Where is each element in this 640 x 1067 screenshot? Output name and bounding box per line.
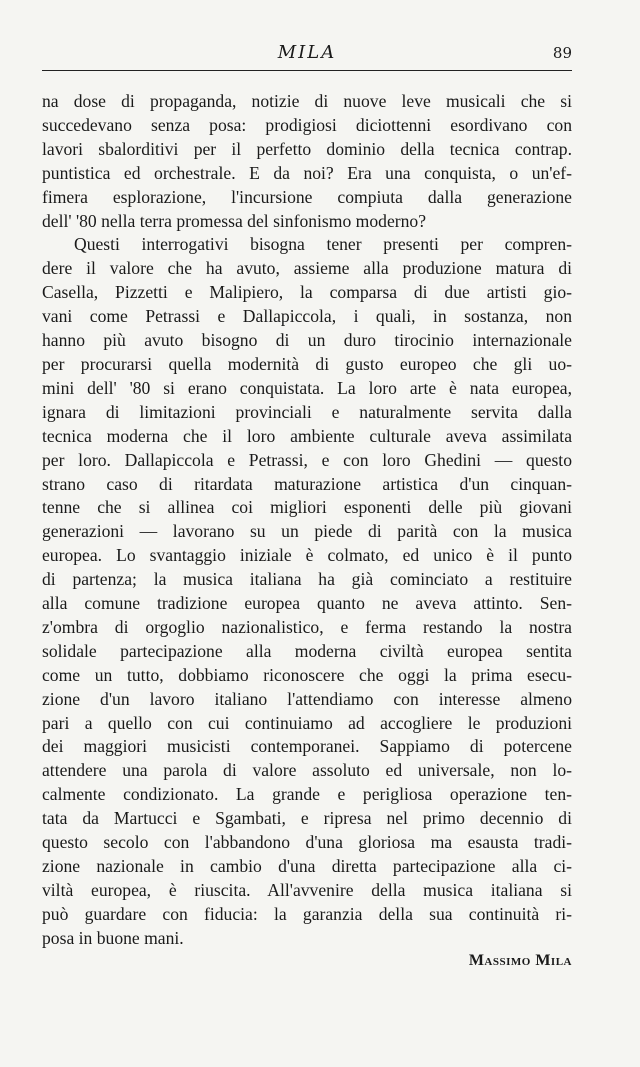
- text-line: strano caso di ritardata maturazione artistica d'un cinquan-: [42, 473, 572, 494]
- text-line: calmente condizionato. La grande e perigliosa operazione ten-: [42, 784, 572, 805]
- text-line: fimera esplorazione, l'incursione compiuta dalla generazione: [42, 186, 572, 207]
- text-line: alla comune tradizione europea quanto ne aveva attinto. Sen-: [42, 593, 572, 614]
- text-line: tecnica moderna che il loro ambiente culturale aveva assimilata: [42, 425, 572, 446]
- text-line: attendere una parola di valore assoluto ed universale, non lo-: [42, 760, 572, 781]
- paragraph-2: [42, 233, 572, 950]
- text-line: hanno più avuto bisogno di un duro tirocinio internazionale: [42, 330, 572, 351]
- text-line: come un tutto, dobbiamo riconoscere che oggi la prima esecu-: [42, 664, 572, 685]
- author-signature: Massimo Mila: [468, 952, 572, 969]
- text-line: vani come Petrassi e Dallapiccola, i quali, in sostanza, non: [42, 306, 572, 327]
- text-line: zione nazionale in cambio d'una diretta partecipazione alla ci-: [42, 856, 572, 876]
- text-line: può guardare con fiducia: la garanzia della sua continuità ri-: [42, 903, 572, 924]
- text-line: z'ombra di orgoglio nazionalistico, e ferma restando la nostra: [42, 616, 572, 637]
- text-line: europea. Lo svantaggio iniziale è colmato, ed unico è il punto: [42, 545, 572, 566]
- text-line: mini dell' '80 si erano conquistata. La loro arte è nata europea,: [42, 377, 572, 398]
- text-line: pari a quello con cui continuiamo ad accogliere le produzioni: [42, 712, 572, 733]
- text-line: succedevano senza posa: prodigiosi diciottenni esordivano con: [42, 114, 572, 135]
- text-line: di partenza; la musica italiana ha già cominciato a restituire: [42, 569, 572, 590]
- text-line: solidale partecipazione alla moderna civiltà europea sentita: [42, 640, 572, 661]
- page-number: 89: [552, 44, 572, 62]
- text-line: lavori sbalorditivi per il perfetto dominio della tecnica contrap.: [42, 138, 572, 159]
- text-line: dei maggiori musicisti contemporanei. Sappiamo di potercene: [42, 736, 572, 757]
- paragraph-1: [42, 90, 572, 233]
- text-line: per loro. Dallapiccola e Petrassi, e con loro Ghedini — questo: [42, 449, 572, 470]
- text-line: ignara di limitazioni provinciali e naturalmente servita dalla: [42, 401, 572, 422]
- text-line: viltà europea, è riuscita. All'avvenire della musica italiana si: [42, 879, 572, 900]
- text-line: per procurarsi quella modernità di gusto europeo che gli uo-: [42, 353, 572, 374]
- page-header: [42, 42, 572, 66]
- text-line: questo secolo con l'abbandono d'una gloriosa ma esausta tradi-: [42, 832, 572, 853]
- text-line: Questi interrogativi bisogna tener presenti per compren-: [74, 234, 572, 255]
- text-line: zione d'un lavoro italiano l'attendiamo con interesse almeno: [42, 688, 572, 709]
- body-text: [42, 90, 572, 951]
- header-rule: [42, 70, 572, 71]
- text-line: posa in buone mani.: [42, 927, 184, 948]
- text-line: na dose di propaganda, notizie di nuove leve musicali che si: [42, 91, 572, 111]
- text-line: dere il valore che ha avuto, assieme alla produzione matura di: [42, 258, 572, 279]
- running-title: MILA: [277, 42, 337, 63]
- text-line: dell' '80 nella terra promessa del sinfonismo moderno?: [42, 210, 427, 231]
- text-line: tenne che si allinea coi migliori esponenti delle più giovani: [42, 497, 572, 518]
- text-line: generazioni — lavorano su un piede di parità con la musica: [42, 521, 572, 542]
- text-line: Casella, Pizzetti e Malipiero, la comparsa di due artisti gio-: [42, 282, 572, 303]
- text-line: tata da Martucci e Sgambati, e ripresa nel primo decennio di: [42, 808, 572, 829]
- text-line: puntistica ed orchestrale. E da noi? Era una conquista, o un'ef-: [42, 162, 572, 183]
